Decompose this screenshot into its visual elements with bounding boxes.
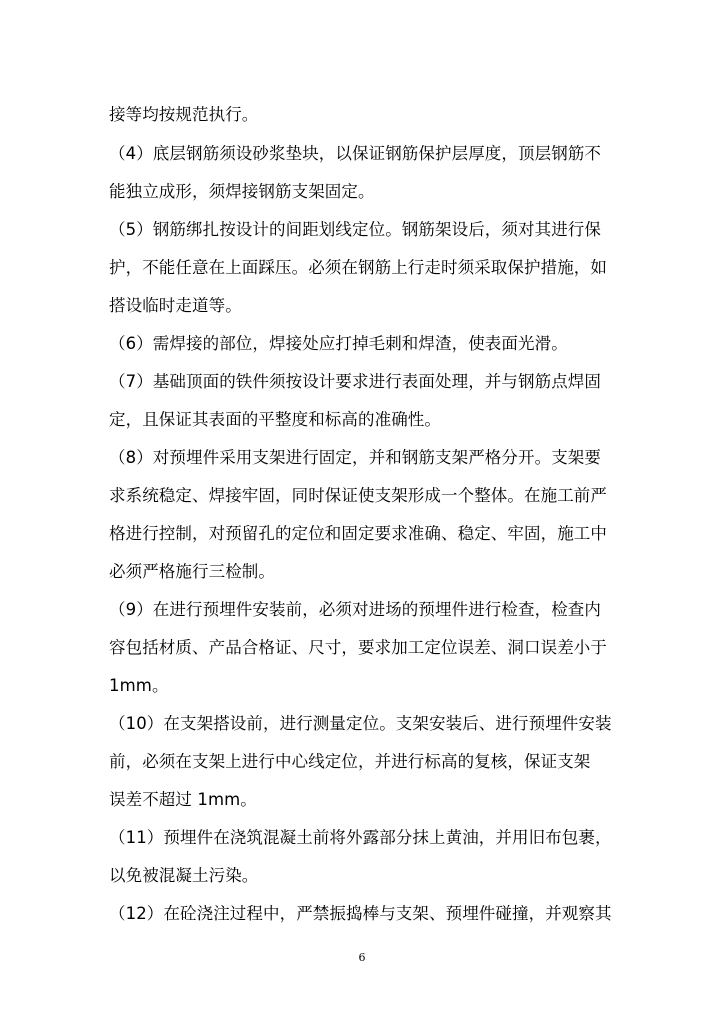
text-line: （12）在砼浇注过程中，严禁振捣棒与支架、预埋件碰撞，并观察其 [109, 904, 612, 923]
text-line: 求系统稳定、焊接牢固，同时保证使支架形成一个整体。在施工前严 [109, 486, 607, 505]
text-line: 能独立成形，须焊接钢筋支架固定。 [109, 182, 375, 201]
text-line: 必须严格施行三检制。 [109, 562, 275, 581]
text-line: 定，且保证其表面的平整度和标高的准确性。 [109, 410, 441, 429]
text-line: （5）钢筋绑扎按设计的间距划线定位。钢筋架设后，须对其进行保 [109, 220, 601, 239]
text-line: 以免被混凝土污染。 [109, 866, 259, 885]
text-line: （8）对预埋件采用支架进行固定，并和钢筋支架严格分开。支架要 [109, 448, 601, 467]
text-line: 接等均按规范执行。 [109, 105, 259, 124]
text-line: 护，不能任意在上面踩压。必须在钢筋上行走时须采取保护措施，如 [109, 258, 607, 277]
text-line: （7）基础顶面的铁件须按设计要求进行表面处理，并与钢筋点焊固 [109, 372, 601, 391]
text-line: 搭设临时走道等。 [109, 296, 242, 315]
text-line: 格进行控制，对预留孔的定位和固定要求准确、稳定、牢固，施工中 [109, 524, 607, 543]
page-number: 6 [358, 951, 366, 964]
text-line: 1mm。 [109, 676, 169, 695]
text-line: （10）在支架搭设前，进行测量定位。支架安装后、进行预埋件安装 [109, 714, 612, 733]
text-line: 前，必须在支架上进行中心线定位，并进行标高的复核，保证支架 [109, 752, 591, 771]
text-line: 误差不超过 1mm。 [109, 790, 257, 809]
text-line: （11）预埋件在浇筑混凝土前将外露部分抹上黄油，并用旧布包裹， [109, 828, 612, 847]
text-line: （4）底层钢筋须设砂浆垫块，以保证钢筋保护层厚度，顶层钢筋不 [109, 144, 601, 163]
text-line: （6）需焊接的部位，焊接处应打掉毛刺和焊渣，使表面光滑。 [109, 334, 568, 353]
text-line: 容包括材质、产品合格证、尺寸，要求加工定位误差、洞口误差小于 [109, 638, 607, 657]
text-line: （9）在进行预埋件安装前，必须对进场的预埋件进行检查，检查内 [109, 600, 601, 619]
